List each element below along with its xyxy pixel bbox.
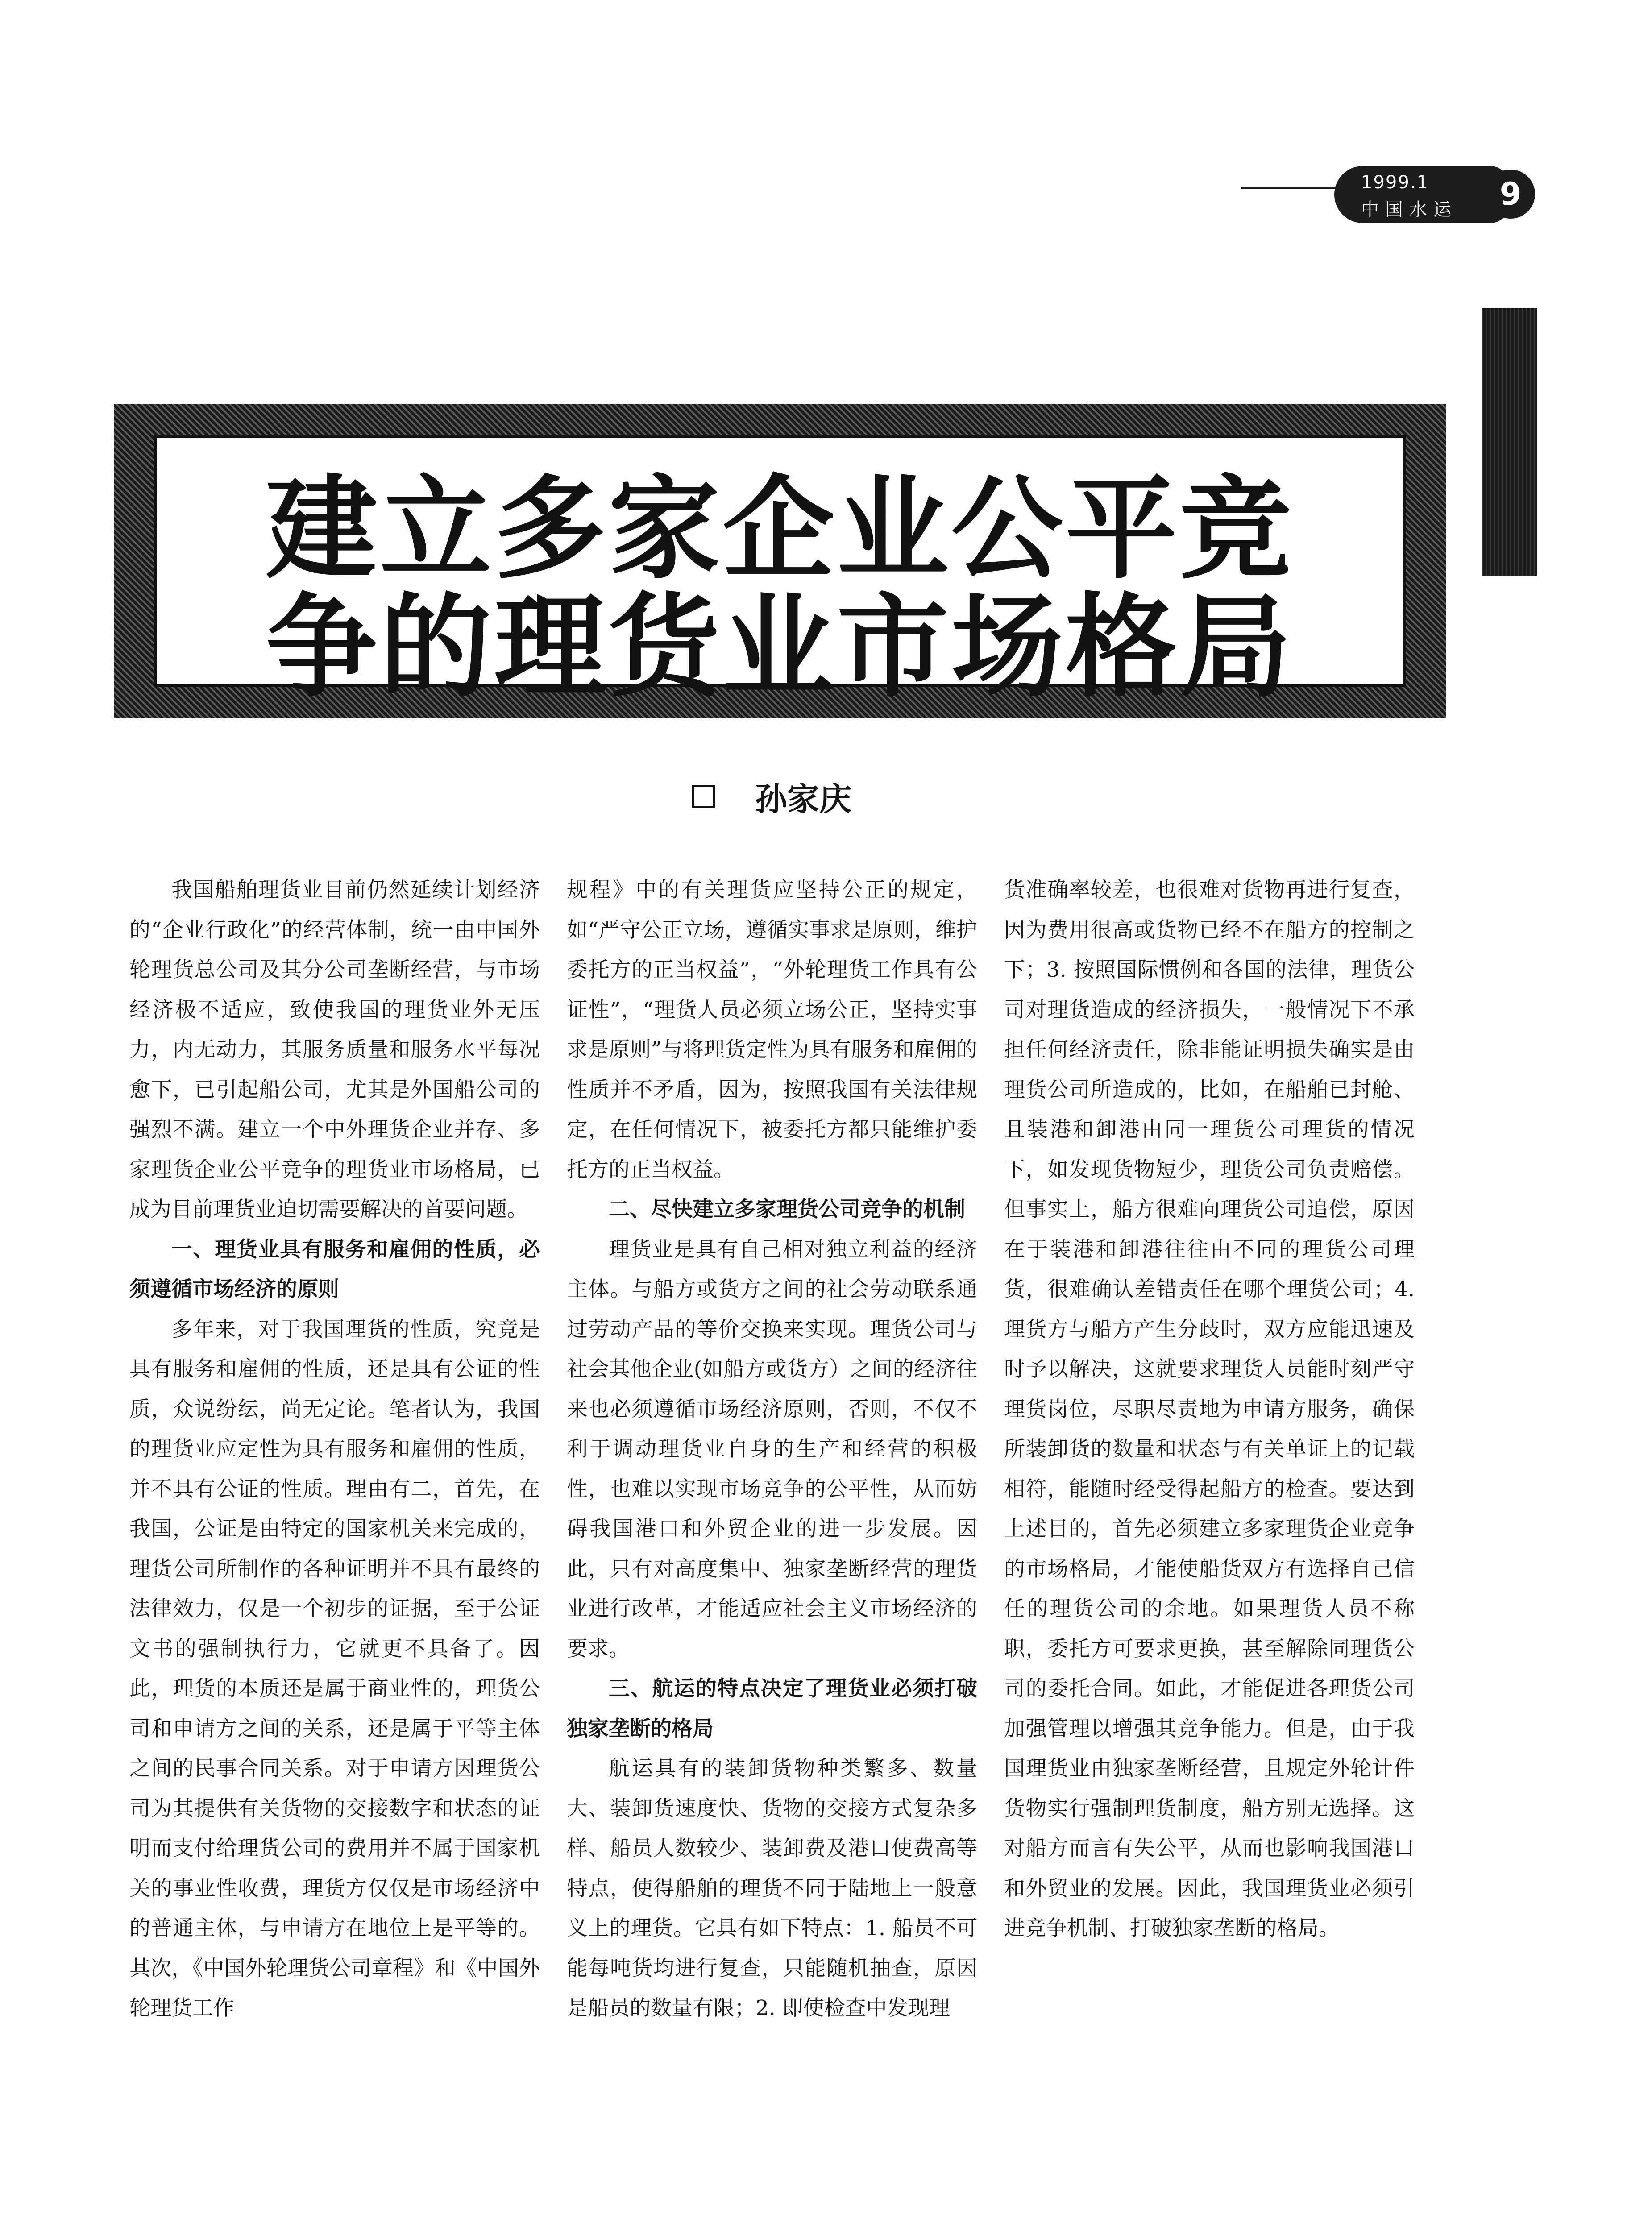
section-2-paragraph: 理货业是具有自己相对独立利益的经济主体。与船方或货方之间的社会劳动联系通过劳动产品的等价交换来实现。理货公司与社会其他企业(如船方或货方）之间的经济往来也必须遵循市场经济原则，否则，不仅不利于调动理货业自身的生产和经营的积极性，也难以实现市场竞争的公平性，从而妨碍我国港口和外贸企业的进一步发展。因此，只有对高度集中、独家垄断经营的理货业进行改革，才能适应社会主义市场经济的要求。 bbox=[567, 1237, 977, 1661]
section-heading-2: 二、尽快建立多家理货公司竞争的机制 bbox=[609, 1197, 965, 1222]
section-heading-1: 一、理货业具有服务和雇佣的性质，必须遵循市场经济的原则 bbox=[129, 1237, 540, 1302]
body-column-2 bbox=[567, 870, 977, 2028]
page-number: 9 bbox=[1486, 170, 1535, 219]
title-panel bbox=[154, 435, 1406, 712]
section-1-paragraph: 多年来，对于我国理货的性质，究竟是具有服务和雇佣的性质，还是具有公证的性质，众说纷纭，尚无定论。笔者认为，我国的理货业应定性为具有服务和雇佣的性质，并不具有公证的性质。理由有二，首先，在我国，公证是由特定的国家机关来完成的，理货公司所制作的各种证明并不具有最终的法律效力，仅是一个初步的证据，至于公证文书的强制执行力，它就更不具备了。因此，理货的本质还是属于商业性的，理货公司和申请方之间的关系，还是属于平等主体之间的民事合同关系。对于申请方因理货公司为其提供有关货物的交接数字和状态的证明而支付给理货公司的费用并不属于国家机关的事业性收费，理货方仅仅是市场经济中的普通主体，与申请方在地位上是平等的。其次，《中国外轮理货公司章程》和《中国外轮理货工作 bbox=[129, 1317, 540, 2020]
section-3-continued: 货准确率较差，也很难对货物再进行复查，因为费用很高或货物已经不在船方的控制之下；3. 按照国际惯例和各国的法律，理货公司对理货造成的经济损失，一般情况下不承担任何经济责任，除非能证明损失确实是由理货公司所造成的，比如，在船舶已封舱、且装港和卸港由同一理货公司理货的情况下，如发现货物短少，理货公司负责赔偿。但事实上，船方很难向理货公司追偿，原因在于装港和卸港往往由不同的理货公司理货，很难确认差错责任在哪个理货公司；4. 理货方与船方产生分歧时，双方应能迅速及时予以解决，这就要求理货人员能时刻严守理货岗位，尽职尽责地为申请方服务，确保所装卸货的数量和状态与有关单证上的记载相符，能随时经受得起船方的检查。要达到上述目的，首先必须建立多家理货企业竞争的市场格局，才能使船货双方有选择自己信任的理货公司的余地。如果理货人员不称职，委托方可要求更换，甚至解除同理货公司的委托合同。如此，才能促进各理货公司加强管理以增强其竞争能力。但是，由于我国理货业由独家垄断经营，且规定外轮计件货物实行强制理货制度，船方别无选择。这对船方而言有失公平，从而也影响我国港口和外贸业的发展。因此，我国理货业必须引进竞争机制、打破独家垄断的格局。 bbox=[1004, 878, 1415, 1941]
intro-paragraph: 我国船舶理货业目前仍然延续计划经济的“企业行政化”的经营体制，统一由中国外轮理货总公司及其分公司垄断经营，与市场经济极不适应，致使我国的理货业外无压力，内无动力，其服务质量和服务水平每况愈下，已引起船公司，尤其是外国船公司的强烈不满。建立一个中外理货企业并存、多家理货企业公平竞争的理货业市场格局，已成为目前理货业迫切需要解决的首要问题。 bbox=[129, 878, 540, 1222]
section-side-tab bbox=[1482, 308, 1537, 576]
author-name: 孙家庆 bbox=[755, 780, 852, 818]
journal-header-badge bbox=[1334, 166, 1508, 223]
title-line-2: 争的理货业市场格局 bbox=[266, 582, 1294, 712]
section-1-continued: 规程》中的有关理货应坚持公正的规定，如“严守公正立场，遵循实事求是原则，维护委托方的正当权益”，“外轮理货工作具有公证性”，“理货人员必须立场公正，坚持实事求是原则”与将理货定性为具有服务和雇佣的性质并不矛盾，因为，按照我国有关法律规定，在任何情况下，被委托方都只能维护委托方的正当权益。 bbox=[567, 878, 977, 1182]
journal-name: 中国水运 bbox=[1361, 199, 1457, 220]
body-column-1 bbox=[129, 870, 540, 2028]
issue-label: 1999.1 bbox=[1361, 172, 1429, 193]
title-line-1: 建立多家企业公平竞 bbox=[266, 464, 1294, 594]
title-frame bbox=[114, 404, 1446, 718]
section-heading-3: 三、航运的特点决定了理货业必须打破独家垄断的格局 bbox=[567, 1676, 977, 1741]
byline bbox=[692, 776, 851, 817]
body-column-3 bbox=[1004, 870, 1415, 1949]
square-bullet-icon bbox=[692, 785, 715, 808]
section-3-paragraph: 航运具有的装卸货物种类繁多、数量大、装卸货速度快、货物的交接方式复杂多样、船员人数较少、装卸费及港口使费高等特点，使得船舶的理货不同于陆地上一般意义上的理货。它具有如下特点：1. 船员不可能每吨货均进行复查，只能随机抽查，原因是船员的数量有限；2. 即使检查中发现理 bbox=[567, 1756, 977, 2020]
